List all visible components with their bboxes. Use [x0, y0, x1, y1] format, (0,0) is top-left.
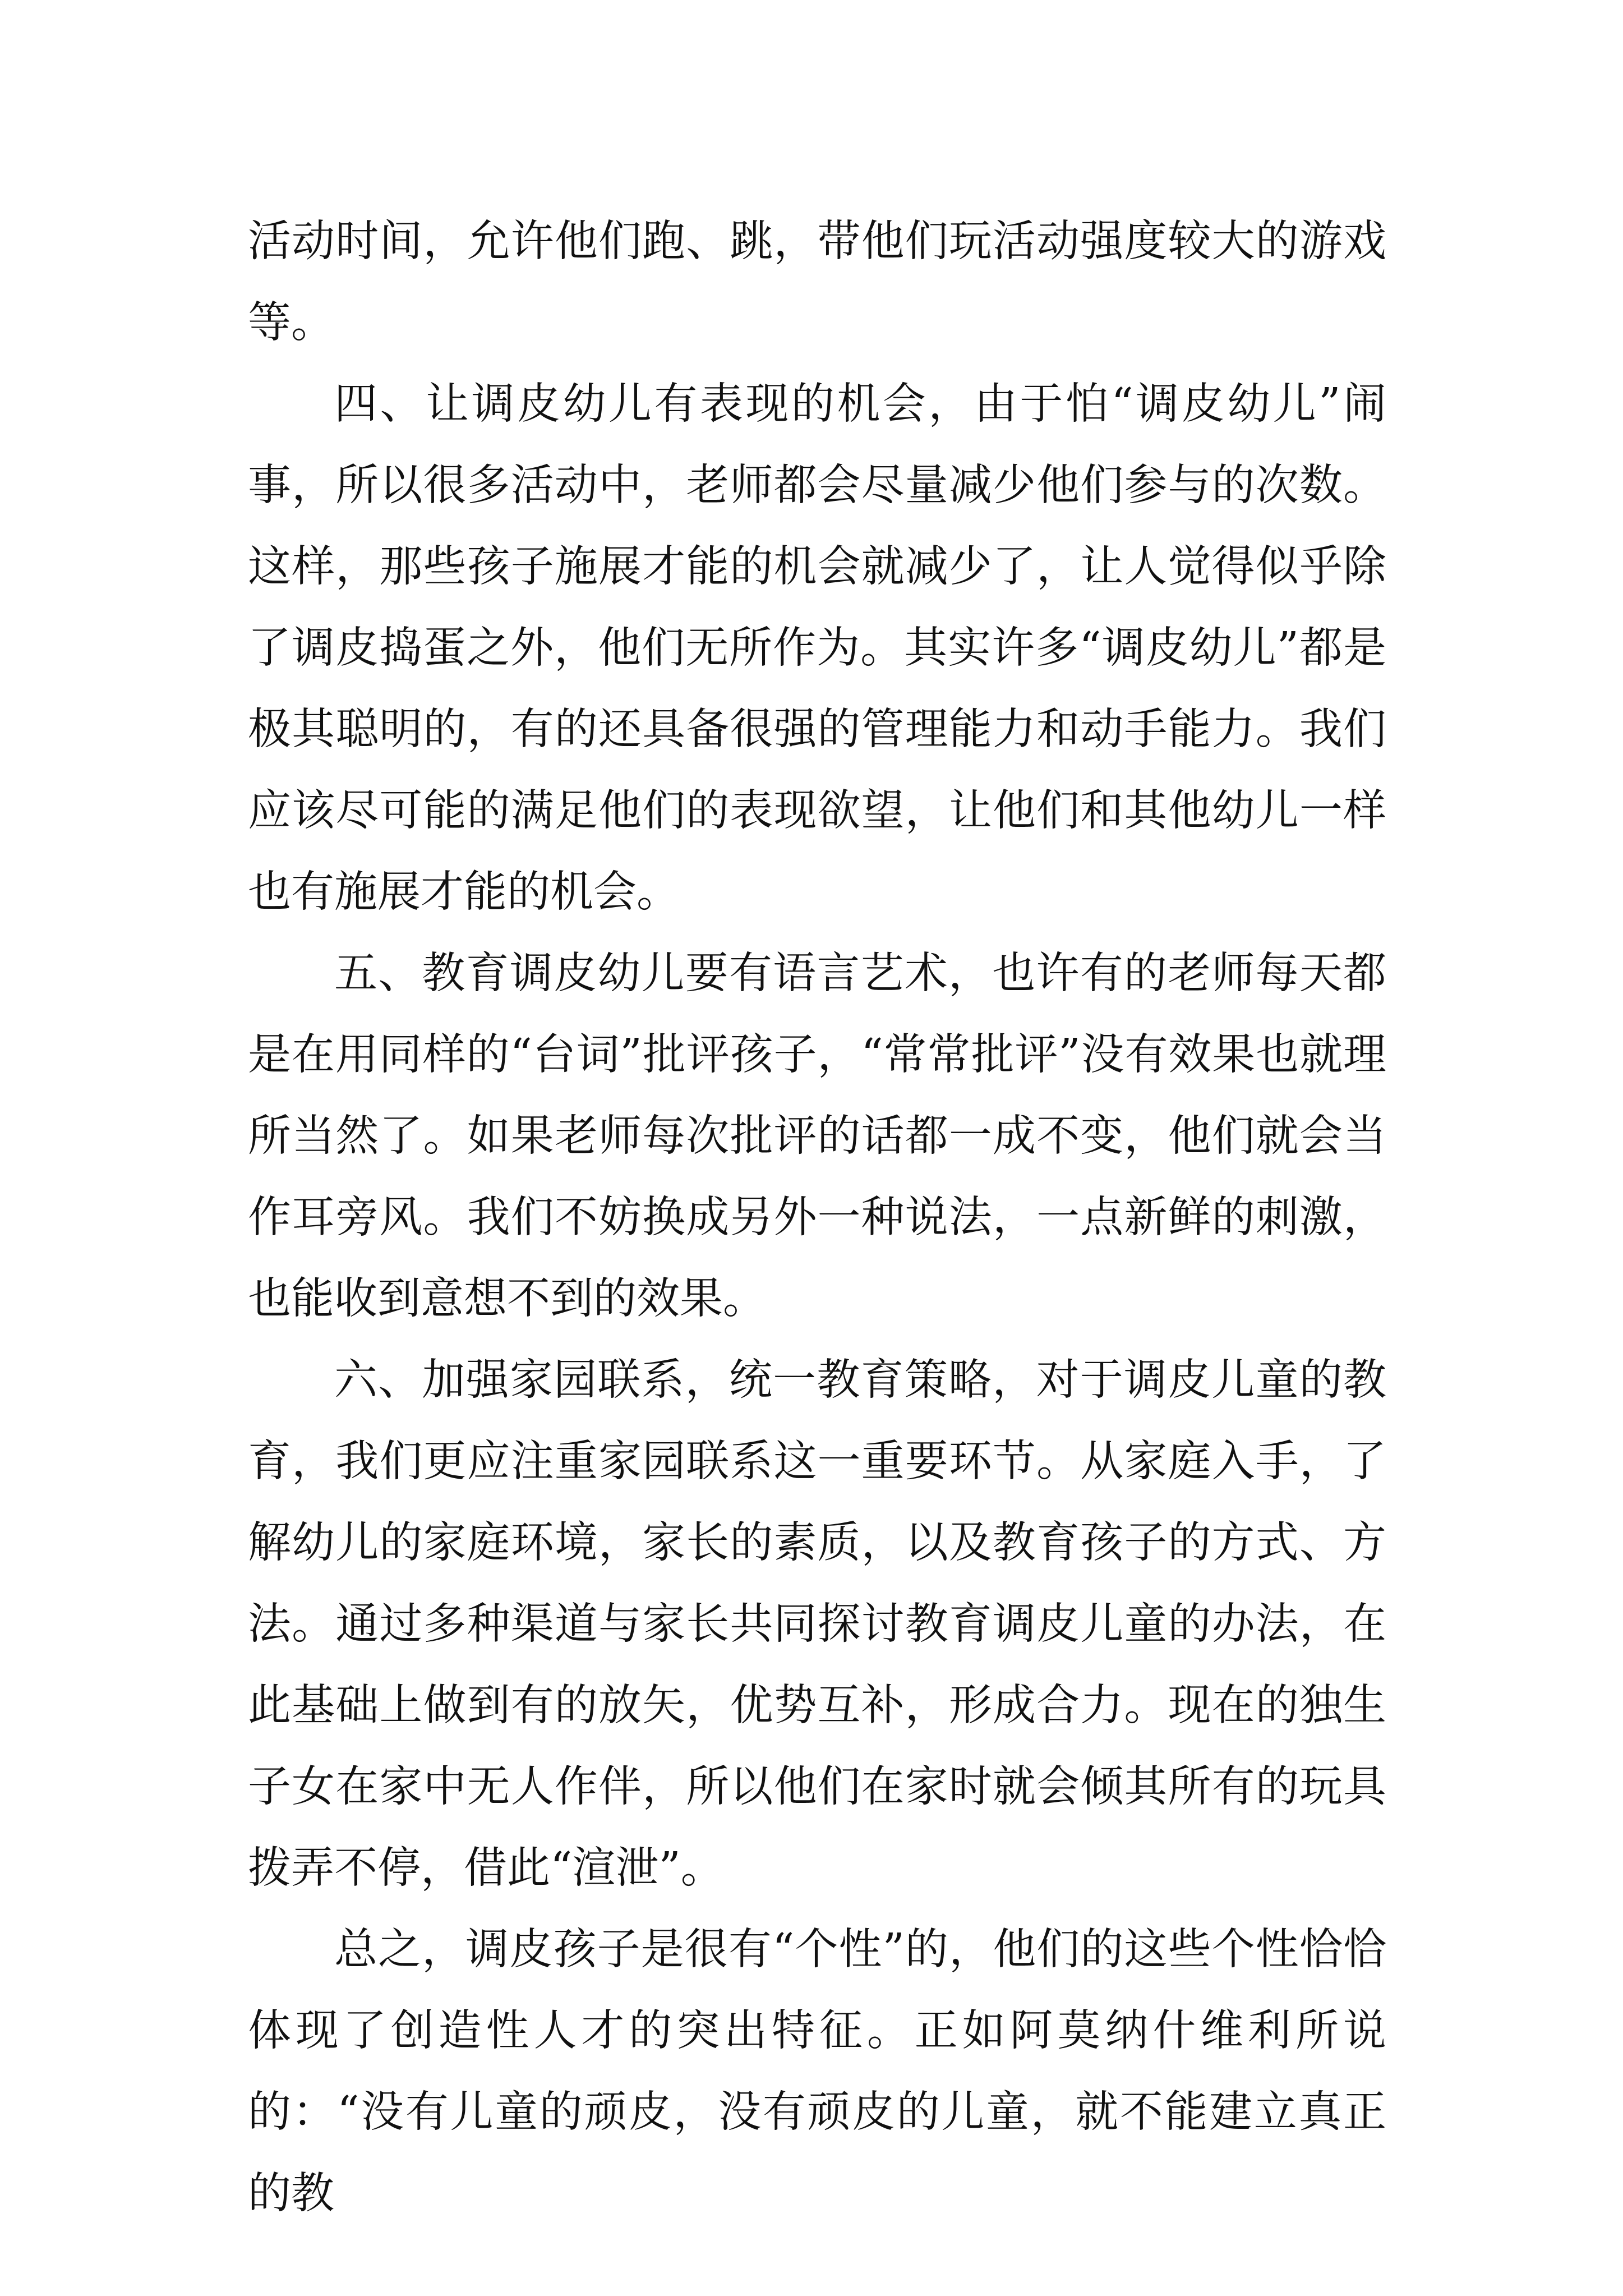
paragraph-2: 四、让调皮幼儿有表现的机会，由于怕“调皮幼儿”闹事，所以很多活动中，老师都会尽量减少他们参与的次数。这样，那些孩子施展才能的机会就减少了，让人觉得似乎除了调皮捣蛋之外，他们无所作为。其实许多“调皮幼儿”都是极其聪明的，有的还具备很强的管理能力和动手能力。我们应该尽可能的满足他们的表现欲望，让他们和其他幼儿一样也有施展才能的机会。 — [248, 379, 1386, 917]
paragraph-1: 活动时间，允许他们跑、跳，带他们玩活动强度较大的游戏等。 — [248, 217, 1386, 348]
paragraph-4: 六、加强家园联系，统一教育策略，对于调皮儿童的教育，我们更应注重家园联系这一重要环节。从家庭入手，了解幼儿的家庭环境，家长的素质，以及教育孩子的方式、方法。通过多种渠道与家长共同探讨教育调皮儿童的办法，在此基础上做到有的放矢，优势互补，形成合力。现在的独生子女在家中无人作伴，所以他们在家时就会倾其所有的玩具拨弄不停，借此“渲泄”。 — [248, 1355, 1386, 1893]
paragraph-3: 五、教育调皮幼儿要有语言艺术，也许有的老师每天都是在用同样的“台词”批评孩子，“常常批评”没有效果也就理所当然了。如果老师每次批评的话都一成不变，他们就会当作耳旁风。我们不妨换成另外一种说法，一点新鲜的刺激，也能收到意想不到的效果。 — [248, 949, 1386, 1324]
paragraph-5: 总之，调皮孩子是很有“个性”的，他们的这些个性恰恰体现了创造性人才的突出特征。正如阿莫纳什维利所说的：“没有儿童的顽皮，没有顽皮的儿童，就不能建立真正的教 — [248, 1925, 1386, 2219]
document-body — [248, 201, 1386, 2234]
